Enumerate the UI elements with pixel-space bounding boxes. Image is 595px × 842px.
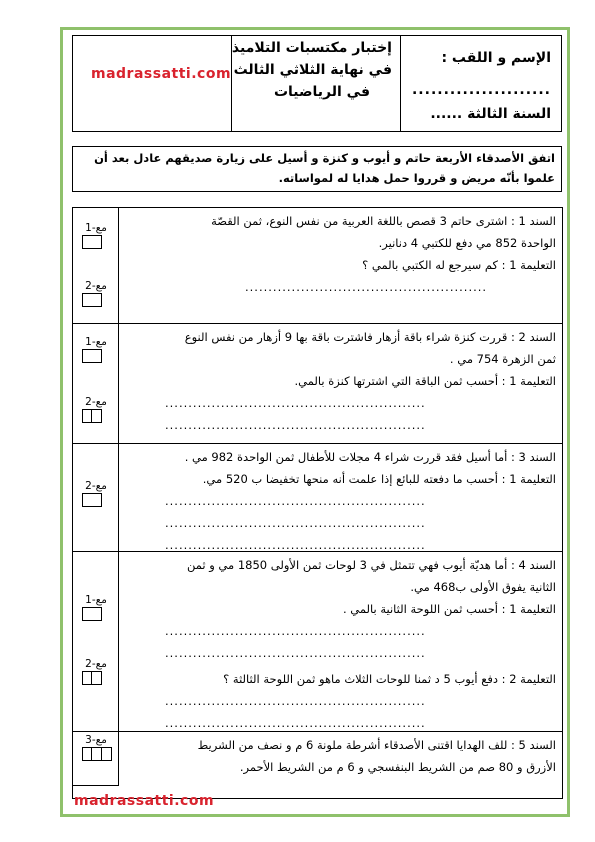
title-line-2: في نهاية الثلاثي الثالث xyxy=(233,62,392,78)
score-box[interactable] xyxy=(82,493,102,507)
section-4-text: السند 4 : أما هديّة أيوب فهي تتمثل في 3 لوحات ثمن الأولى 1850 مي و ثمن الثانية يفوق الأولى ب468 مي. التعليمة 1 : أحسب ثمن اللوحة الثانية بالمي . ........................................................ ........................................................ التعليمة 2 : دفع أيوب 5 د ثمنا للوحات الثلاث ماهو ثمن اللوحة الثالثة ؟ ........................................................ ........................................................ xyxy=(125,554,556,734)
answer-line[interactable]: ........................................................ xyxy=(165,516,426,530)
header-watermark: madrassatti.com xyxy=(91,66,232,82)
criterion-1: مع-1 xyxy=(79,594,113,621)
student-info xyxy=(401,36,561,131)
score-box[interactable] xyxy=(82,349,102,363)
score-box[interactable] xyxy=(82,293,102,307)
section-3-text: السند 3 : أما أسيل فقد قررت شراء 4 مجلات للأطفال ثمن الواحدة 982 مي . التعليمة 1 : أحسب ما دفعته للبائع إذا علمت أنه منحها تخفيضا ب 520 مي. ........................................................ ........................................................ ........................................................ xyxy=(125,446,556,556)
criterion-2: مع-2 xyxy=(79,396,113,423)
score-box[interactable] xyxy=(82,409,92,423)
criterion-2: مع-2 xyxy=(79,658,113,685)
section-1-text: السند 1 : اشترى حاتم 3 قصص باللغة العربية من نفس النوع، ثمن القصّة الواحدة 852 مي دفع للكتبي 4 دنانير. التعليمة 1 : كم سيرجع له الكتبي بالمي ؟ .................................................... xyxy=(125,210,556,298)
section-1 xyxy=(73,208,562,324)
exercise-table xyxy=(72,207,563,799)
score-box[interactable] xyxy=(102,747,112,761)
answer-line[interactable]: ........................................................ xyxy=(165,538,426,552)
intro-line-1: اتفق الأصدقاء الأربعة حاتم و أيوب و كنزة و أسيل على زيارة صديقهم عادل بعد أن xyxy=(94,151,555,165)
answer-line[interactable]: ........................................................ xyxy=(165,646,426,660)
section-2-text: السند 2 : قررت كنزة شراء باقة أزهار فاشترت باقة بها 9 أزهار من نفس النوع ثمن الزهرة 754 مي . التعليمة 1 : أحسب ثمن الباقة التي اشترتها كنزة بالمي. ........................................................ ........................................................ xyxy=(125,326,556,436)
exam-header xyxy=(72,35,562,132)
criteria-column xyxy=(73,324,119,443)
section-5 xyxy=(73,732,562,798)
section-5-text: السند 5 : للف الهدايا اقتنى الأصدقاء أشرطة ملونة 6 م و نصف من الشريط الأزرق و 80 صم من الشريط البنفسجي و 6 م من الشريط الأحمر. xyxy=(197,738,556,774)
answer-line[interactable]: ........................................................ xyxy=(165,624,426,638)
criterion-2: مع-2 xyxy=(79,480,113,507)
answer-line[interactable]: ........................................................ xyxy=(165,418,426,432)
criteria-column xyxy=(73,444,119,551)
intro-text xyxy=(72,146,562,192)
grade-label: السنة الثالثة ...... xyxy=(430,106,551,122)
section-2 xyxy=(73,324,562,444)
score-box[interactable] xyxy=(92,671,102,685)
answer-line[interactable]: ........................................................ xyxy=(165,396,426,410)
name-dots: ...................... xyxy=(411,82,551,98)
score-box[interactable] xyxy=(82,747,92,761)
answer-line[interactable]: ........................................................ xyxy=(165,494,426,508)
score-box[interactable] xyxy=(82,671,92,685)
section-4 xyxy=(73,552,562,732)
score-box[interactable] xyxy=(92,409,102,423)
score-box[interactable] xyxy=(92,747,102,761)
answer-line[interactable]: ........................................................ xyxy=(165,716,426,730)
score-box[interactable] xyxy=(82,607,102,621)
header-logo-cell xyxy=(73,36,233,131)
name-label: الإسم و اللقب : xyxy=(441,50,551,66)
score-box[interactable] xyxy=(82,235,102,249)
title-line-1: إختبار مكتسبات التلاميذ xyxy=(231,40,392,56)
intro-line-2: علموا بأنّه مريض و قرروا حمل هدايا له لمواساته. xyxy=(278,171,555,185)
criteria-column xyxy=(73,732,119,786)
section-3 xyxy=(73,444,562,552)
footer-watermark: madrassatti.com xyxy=(74,793,215,809)
criteria-column xyxy=(73,552,119,731)
criterion-2: مع-2 xyxy=(79,280,113,307)
criterion-3: مع-3 xyxy=(79,734,113,761)
criterion-1: مع-1 xyxy=(79,336,113,363)
answer-line[interactable]: .................................................... xyxy=(245,280,488,294)
criteria-column xyxy=(73,208,119,323)
answer-line[interactable]: ........................................................ xyxy=(165,694,426,708)
criterion-1: مع-1 xyxy=(79,222,113,249)
exam-title xyxy=(231,36,401,131)
title-line-3: في الرياضيات xyxy=(273,84,370,100)
